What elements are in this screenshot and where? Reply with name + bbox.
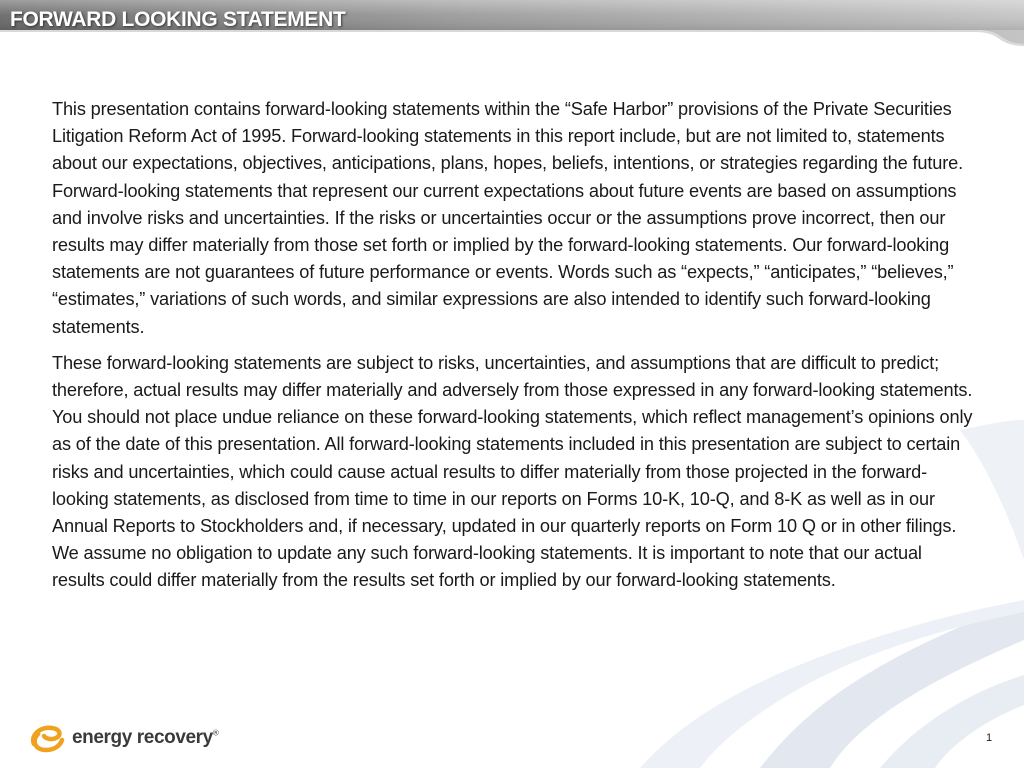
energy-recovery-logo — [26, 722, 218, 754]
paragraph-2: These forward-looking statements are subject to risks, uncertainties, and assumptions that are difficult to predict; therefore, actual results may differ materially and adversely from those expressed in any forward-looking statements. You should not place undue reliance on these forward-looking statements, which reflect management’s opinions only as of the date of this presentation. All forward-looking statements included in this presentation are subject to certain risks and uncertainties, which could cause actual results to differ materially from those projected in the forward-looking statements, as disclosed from time to time in our reports on Forms 10-K, 10-Q, and 8-K as well as in our Annual Reports to Stockholders and, if necessary, updated in our quarterly reports on Form 10 Q or in other filings. We assume no obligation to update any such forward-looking statements. It is important to note that our actual results could differ materially from the results set forth or implied by our forward-looking statements. — [52, 352, 973, 591]
slide-title: FORWARD LOOKING STATEMENT — [10, 8, 346, 31]
logo-swirl-icon — [26, 722, 66, 754]
page-number: 1 — [986, 732, 993, 744]
statement-body — [52, 96, 978, 604]
registered-mark: ® — [212, 728, 219, 738]
logo-wordmark: energy recovery® — [72, 727, 219, 748]
paragraph-1: This presentation contains forward-looking statements within the “Safe Harbor” provisions of the Private Securities Litigation Reform Act of 1995. Forward-looking statements in this report include, but are not limited to, statements about our expectations, objectives, anticipations, plans, hopes, beliefs, intentions, or strategies regarding the future. Forward-looking statements that represent our current expectations about future events are based on assumptions and involve risks and uncertainties. If the risks or uncertainties occur or the assumptions prove incorrect, then our results may differ materially from those set forth or implied by the forward-looking statements. Our forward-looking statements are not guarantees of future performance or events. Words such as “expects,” “anticipates,” “believes,” “estimates,” variations of such words, and similar expressions are also intended to identify such forward-looking statements. — [52, 99, 963, 337]
